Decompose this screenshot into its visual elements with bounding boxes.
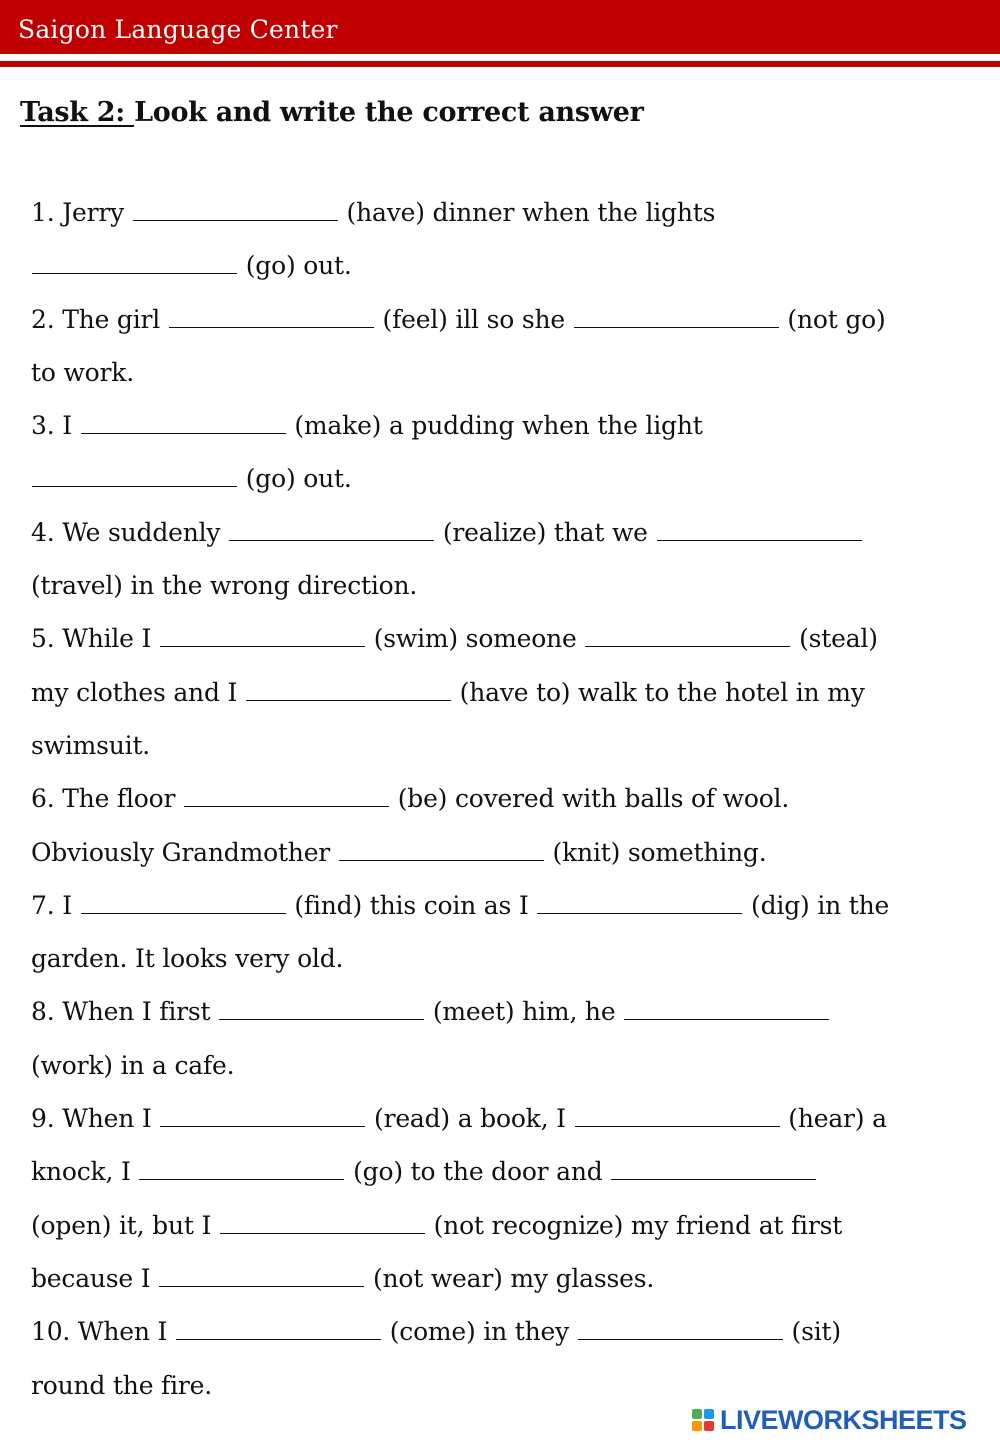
question-text: (travel) in the wrong direction. xyxy=(31,571,418,601)
answer-blank[interactable] xyxy=(139,1161,344,1180)
answer-blank[interactable] xyxy=(81,895,286,914)
answer-blank[interactable] xyxy=(537,895,742,914)
answer-blank[interactable] xyxy=(160,628,365,647)
answer-blank[interactable] xyxy=(229,522,434,541)
question-text: (have to) walk to the hotel in my xyxy=(451,677,865,707)
question-text: 6. The floor xyxy=(31,784,183,814)
question-text: to work. xyxy=(31,357,134,387)
question-text: (open) it, but I xyxy=(31,1210,219,1240)
answer-blank[interactable] xyxy=(219,1001,424,1020)
question-text: (not go) xyxy=(779,304,886,334)
answer-blank[interactable] xyxy=(32,468,237,487)
question-item xyxy=(31,293,981,400)
question-line xyxy=(31,772,981,825)
answer-blank[interactable] xyxy=(575,1108,780,1127)
question-line xyxy=(31,666,981,719)
answer-blank[interactable] xyxy=(339,842,544,861)
question-text: (sit) xyxy=(783,1317,841,1347)
question-text: 2. The girl xyxy=(31,304,168,334)
answer-blank[interactable] xyxy=(220,1215,425,1234)
question-text: (dig) in the xyxy=(743,890,890,920)
answer-blank[interactable] xyxy=(657,522,862,541)
question-item xyxy=(31,879,981,986)
question-item xyxy=(31,186,981,293)
question-line xyxy=(31,346,981,399)
question-item xyxy=(31,1092,981,1305)
question-item xyxy=(31,772,981,879)
answer-blank[interactable] xyxy=(169,309,374,328)
question-text: 8. When I first xyxy=(31,997,219,1027)
question-text: (not recognize) my friend at first xyxy=(425,1210,843,1240)
answer-blank[interactable] xyxy=(574,309,779,328)
answer-blank[interactable] xyxy=(176,1321,381,1340)
task-heading xyxy=(20,97,644,128)
question-line xyxy=(31,719,981,772)
question-text: 1. Jerry xyxy=(31,198,132,227)
question-text: 10. When I xyxy=(31,1317,175,1347)
question-line xyxy=(31,932,981,985)
question-line xyxy=(31,239,981,292)
question-text: (go) out. xyxy=(238,464,352,494)
question-text: (be) covered with balls of wool. xyxy=(389,784,790,814)
question-line xyxy=(31,452,981,505)
liveworksheets-logo xyxy=(692,1402,967,1438)
question-line xyxy=(31,186,981,239)
question-line xyxy=(31,985,981,1038)
question-line xyxy=(31,1039,981,1092)
question-text: 4. We suddenly xyxy=(31,517,229,547)
question-text: 9. When I xyxy=(31,1104,160,1134)
question-item xyxy=(31,985,981,1092)
liveworksheets-logo-icon xyxy=(692,1409,714,1431)
question-text: (swim) someone xyxy=(365,624,585,654)
header-title: Saigon Language Center xyxy=(18,15,338,44)
question-line xyxy=(31,879,981,932)
question-line xyxy=(31,1252,981,1305)
question-text: (hear) a xyxy=(780,1104,887,1134)
answer-blank[interactable] xyxy=(160,1108,365,1127)
answer-blank[interactable] xyxy=(159,1268,364,1287)
logo-tile xyxy=(692,1421,702,1431)
question-line xyxy=(31,559,981,612)
question-line xyxy=(31,1092,981,1145)
question-text: knock, I xyxy=(31,1157,139,1187)
logo-tile xyxy=(704,1421,714,1431)
question-text: because I xyxy=(31,1263,159,1293)
question-text: (steal) xyxy=(791,624,878,654)
question-text: (work) in a cafe. xyxy=(31,1050,235,1080)
task-label: Task 2: xyxy=(20,97,135,128)
question-text: Obviously Grandmother xyxy=(31,837,338,867)
question-item xyxy=(31,1305,981,1412)
question-text: (go) out. xyxy=(238,251,352,281)
answer-blank[interactable] xyxy=(32,255,237,274)
question-text: garden. It looks very old. xyxy=(31,944,344,974)
question-line xyxy=(31,293,981,346)
task-instruction: Look and write the correct answer xyxy=(134,97,644,128)
question-line xyxy=(31,1199,981,1252)
question-text: (feel) ill so she xyxy=(374,304,573,334)
question-text: my clothes and I xyxy=(31,677,245,707)
question-line xyxy=(31,506,981,559)
answer-blank[interactable] xyxy=(624,1001,829,1020)
question-text: (find) this coin as I xyxy=(286,890,537,920)
question-item xyxy=(31,612,981,772)
question-text: (read) a book, I xyxy=(366,1104,574,1134)
question-line xyxy=(31,1305,981,1358)
question-line xyxy=(31,1145,981,1198)
question-text: (not wear) my glasses. xyxy=(365,1263,655,1293)
answer-blank[interactable] xyxy=(184,788,389,807)
question-text: 3. I xyxy=(31,411,80,441)
answer-blank[interactable] xyxy=(81,415,286,434)
question-text: (realize) that we xyxy=(435,517,656,547)
question-text: (make) a pudding when the light xyxy=(286,411,703,441)
question-line xyxy=(31,399,981,452)
question-text: swimsuit. xyxy=(31,730,151,760)
logo-tile xyxy=(704,1409,714,1419)
logo-tile xyxy=(692,1409,702,1419)
question-text: 5. While I xyxy=(31,624,159,654)
answer-blank[interactable] xyxy=(133,202,338,221)
answer-blank[interactable] xyxy=(246,682,451,701)
question-text: (knit) something. xyxy=(544,837,767,867)
logo-text: LIVEWORKSHEETS xyxy=(720,1404,967,1435)
question-line xyxy=(31,612,981,665)
answer-blank[interactable] xyxy=(585,628,790,647)
question-text: (have) dinner when the lights xyxy=(338,198,716,227)
answer-blank[interactable] xyxy=(611,1161,816,1180)
question-text: (come) in they xyxy=(381,1317,577,1347)
answer-blank[interactable] xyxy=(578,1321,783,1340)
question-list xyxy=(31,186,981,1412)
question-item xyxy=(31,506,981,613)
header-divider xyxy=(0,61,1000,67)
question-text: round the fire. xyxy=(31,1370,212,1400)
question-text: 7. I xyxy=(31,890,80,920)
question-text: (meet) him, he xyxy=(425,997,624,1027)
question-text: (go) to the door and xyxy=(345,1157,611,1187)
question-line xyxy=(31,826,981,879)
question-item xyxy=(31,399,981,506)
